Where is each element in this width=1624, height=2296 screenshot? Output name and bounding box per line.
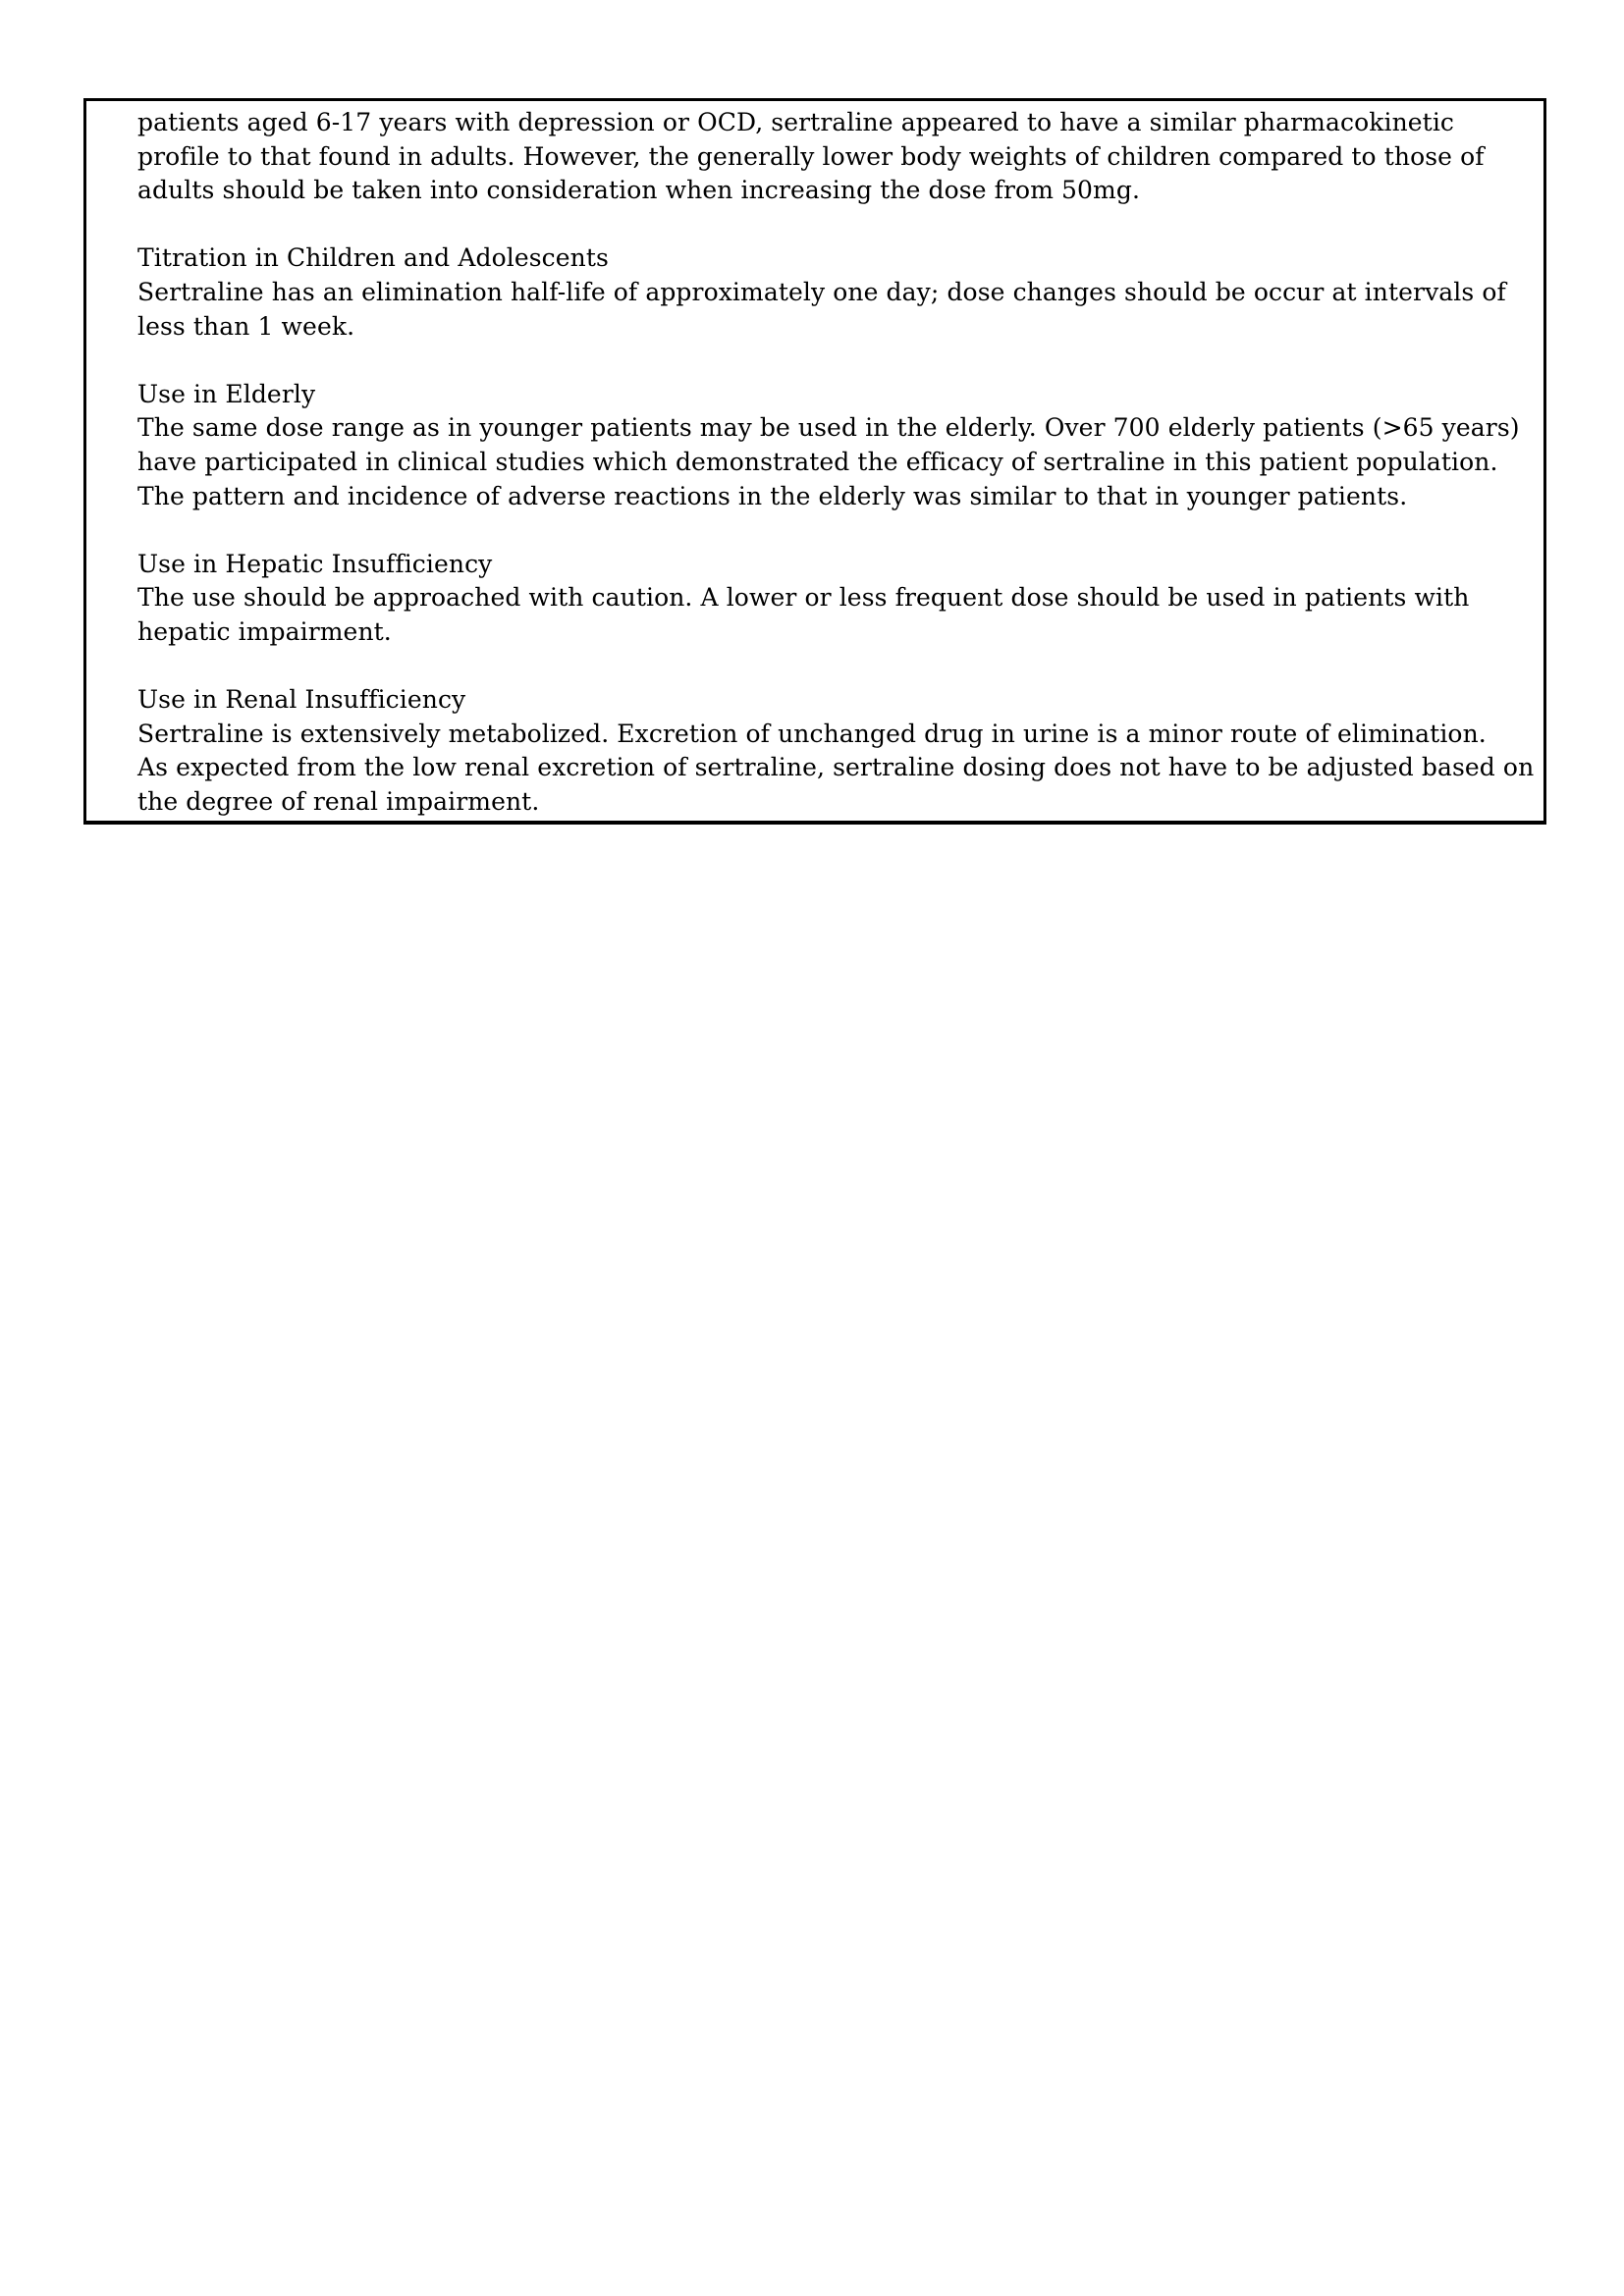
dosing-info-box	[83, 98, 1546, 825]
text-line: The use should be approached with caution. A lower or less frequent dose should be used in patients with	[137, 583, 1470, 613]
text-line: have participated in clinical studies which demonstrated the efficacy of sertraline in this patient population.	[137, 447, 1498, 476]
text-line: hepatic impairment.	[137, 616, 392, 646]
text-line: The same dose range as in younger patients may be used in the elderly. Over 700 elderly patients (>65 years)	[137, 413, 1520, 443]
text-line: The pattern and incidence of adverse reactions in the elderly was similar to that in younger patients.	[137, 481, 1408, 510]
text-line: patients aged 6-17 years with depression or OCD, sertraline appeared to have a similar pharmacokinetic	[137, 108, 1455, 136]
section-use-in-elderly	[137, 378, 1520, 513]
section-use-in-hepatic-insufficiency	[137, 548, 1516, 650]
section-heading: Use in Hepatic Insufficiency	[137, 549, 493, 578]
paragraph-pediatric-pharmacokinetics	[137, 106, 1516, 208]
text-line: As expected from the low renal excretion of sertraline, sertraline dosing does not have to be adjusted based on	[137, 753, 1535, 782]
text-line: less than 1 week.	[137, 311, 355, 341]
text-line: Sertraline has an elimination half-life of approximately one day; dose changes should be occur at intervals of	[137, 277, 1506, 306]
section-titration-children-adolescents	[137, 241, 1516, 344]
text-line: Sertraline is extensively metabolized. Excretion of unchanged drug in urine is a minor route of elimination.	[137, 719, 1487, 748]
section-heading: Titration in Children and Adolescents	[137, 243, 609, 273]
section-use-in-renal-insufficiency	[137, 683, 1535, 819]
text-line: profile to that found in adults. However, the generally lower body weights of children compared to those of	[137, 141, 1485, 171]
text-line: the degree of renal impairment.	[137, 786, 540, 816]
section-heading: Use in Elderly	[137, 379, 316, 408]
text-line: adults should be taken into consideration when increasing the dose from 50mg.	[137, 176, 1141, 205]
section-heading: Use in Renal Insufficiency	[137, 685, 466, 715]
